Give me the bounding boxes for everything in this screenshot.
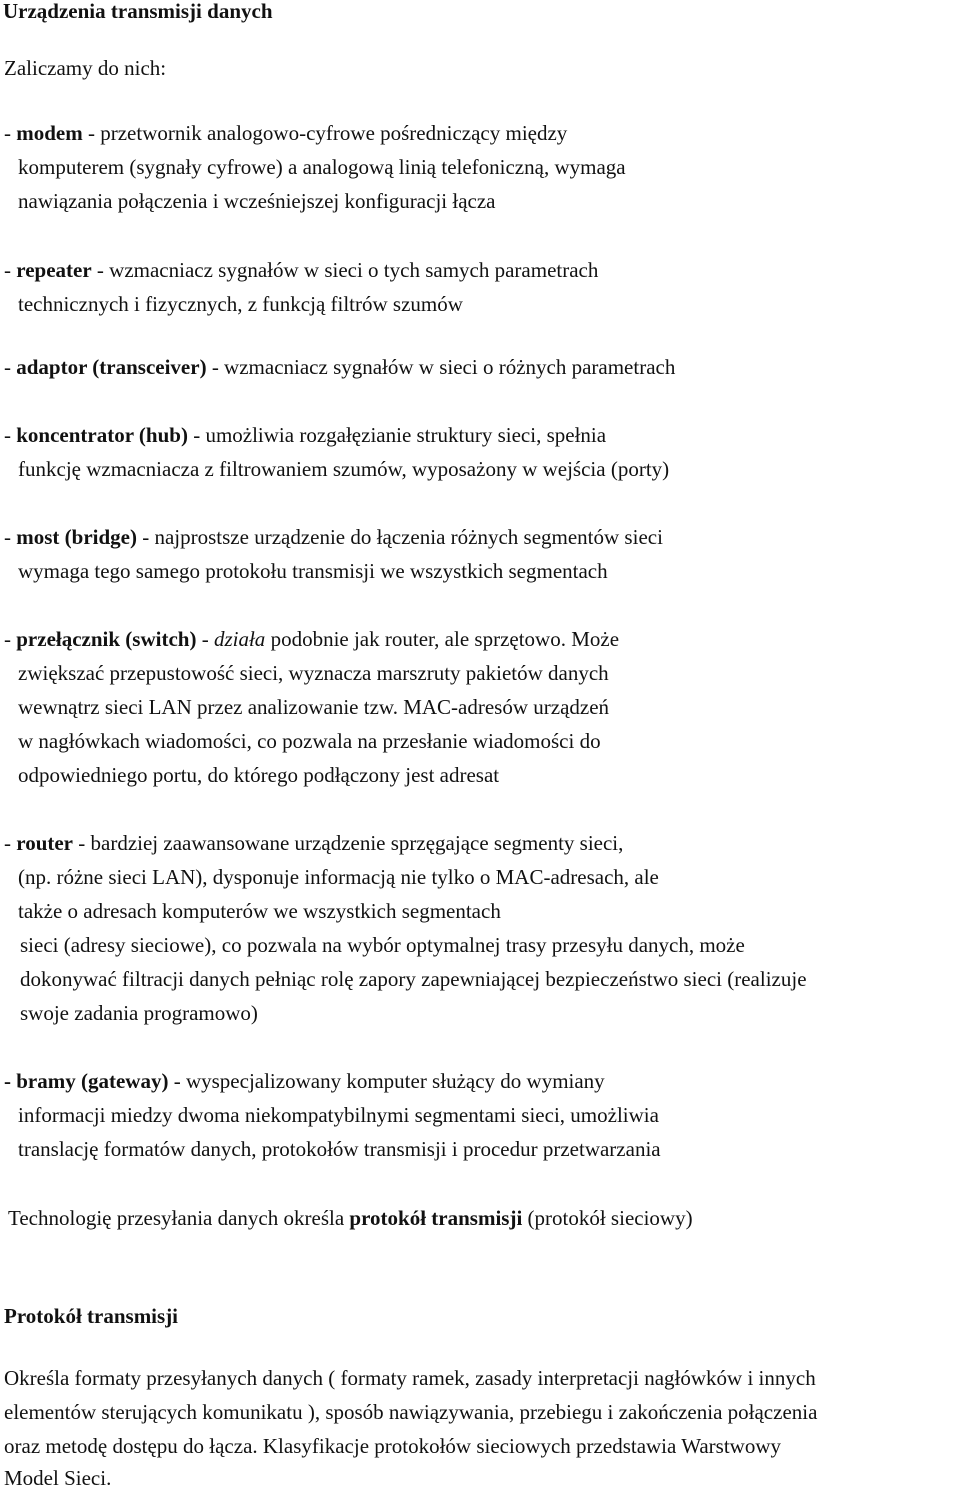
- protocol-paragraph-line-1: Określa formaty przesyłanych danych ( formaty ramek, zasady interpretacji nagłówków i innych: [4, 1366, 816, 1390]
- list-item-gateway: - bramy (gateway) - wyspecjalizowany komputer służący do wymiany: [4, 1069, 605, 1093]
- list-item-bridge: - most (bridge) - najprostsze urządzenie do łączenia różnych segmentów sieci: [4, 525, 663, 549]
- term-protocol: protokół transmisji: [349, 1206, 523, 1230]
- term-adaptor: adaptor (transceiver): [16, 355, 207, 379]
- term-modem: modem: [16, 121, 83, 145]
- list-item-modem-line-3: nawiązania połączenia i wcześniejszej konfiguracji łącza: [18, 189, 496, 213]
- list-item-router-line-3: także o adresach komputerów we wszystkich segmentach: [18, 899, 501, 923]
- protocol-paragraph-line-3: oraz metodę dostępu do łącza. Klasyfikacje protokołów sieciowych przedstawia Warstwowy: [4, 1434, 781, 1458]
- list-item-switch-line-3: wewnątrz sieci LAN przez analizowanie tzw. MAC-adresów urządzeń: [18, 695, 610, 719]
- list-item-router-line-6: swoje zadania programowo): [20, 1001, 258, 1025]
- protocol-paragraph-line-4: Model Sieci.: [4, 1466, 112, 1490]
- list-item-adaptor: - adaptor (transceiver) - wzmacniacz sygnałów w sieci o różnych parametrach: [4, 355, 676, 379]
- term-router: router: [16, 831, 74, 855]
- list-item-repeater: - repeater - wzmacniacz sygnałów w sieci o tych samych parametrach: [4, 258, 599, 282]
- list-item-hub-line-2: funkcję wzmacniacza z filtrowaniem szumów, wyposażony w wejścia (porty): [18, 457, 670, 481]
- list-item-hub: - koncentrator (hub) - umożliwia rozgałęzianie struktury sieci, spełnia: [4, 423, 607, 447]
- list-item-router-line-5: dokonywać filtracji danych pełniąc rolę zapory zapewniającej bezpieczeństwo sieci (realizuje: [20, 967, 807, 991]
- list-item-modem-line-2: komputerem (sygnały cyfrowe) a analogową linią telefoniczną, wymaga: [18, 155, 626, 179]
- technology-sentence: Technologię przesyłania danych określa protokół transmisji (protokół sieciowy): [8, 1206, 693, 1230]
- list-item-switch-line-2: zwiększać przepustowość sieci, wyznacza marszruty pakietów danych: [18, 661, 609, 685]
- term-repeater: repeater: [16, 258, 92, 282]
- term-hub: koncentrator (hub): [16, 423, 188, 447]
- list-item-modem: - modem - przetwornik analogowo-cyfrowe pośredniczący między: [4, 121, 568, 145]
- emphasis-dziala: działa: [213, 627, 266, 651]
- list-item-switch: - przełącznik (switch) - działa podobnie jak router, ale sprzętowo. Może: [4, 627, 620, 651]
- list-item-bridge-line-2: wymaga tego samego protokołu transmisji we wszystkich segmentach: [18, 559, 608, 583]
- list-item-router: - router - bardziej zaawansowane urządzenie sprzęgające segmenty sieci,: [4, 831, 624, 855]
- protocol-paragraph-line-2: elementów sterujących komunikatu ), sposób nawiązywania, przebiegu i zakończenia połączenia: [4, 1400, 818, 1424]
- list-item-router-line-2: (np. różne sieci LAN), dysponuje informacją nie tylko o MAC-adresach, ale: [18, 865, 659, 889]
- term-bridge: most (bridge): [16, 525, 137, 549]
- term-gateway: - bramy: [4, 1069, 76, 1093]
- page-title: Urządzenia transmisji danych: [3, 0, 273, 23]
- list-item-gateway-line-3: translację formatów danych, protokołów transmisji i procedur przetwarzania: [18, 1137, 661, 1161]
- intro-text: Zaliczamy do nich:: [4, 56, 167, 80]
- list-item-router-line-4: sieci (adresy sieciowe), co pozwala na wybór optymalnej trasy przesyłu danych, może: [20, 933, 745, 957]
- list-item-switch-line-5: odpowiedniego portu, do którego podłączony jest adresat: [18, 763, 500, 787]
- list-item-switch-line-4: w nagłówkach wiadomości, co pozwala na przesłanie wiadomości do: [18, 729, 601, 753]
- list-item-gateway-line-2: informacji miedzy dwoma niekompatybilnymi segmentami sieci, umożliwia: [18, 1103, 659, 1127]
- term-switch: przełącznik (switch): [16, 627, 197, 651]
- list-item-repeater-line-2: technicznych i fizycznych, z funkcją filtrów szumów: [18, 292, 463, 316]
- section-heading-protocol: Protokół transmisji: [4, 1304, 179, 1328]
